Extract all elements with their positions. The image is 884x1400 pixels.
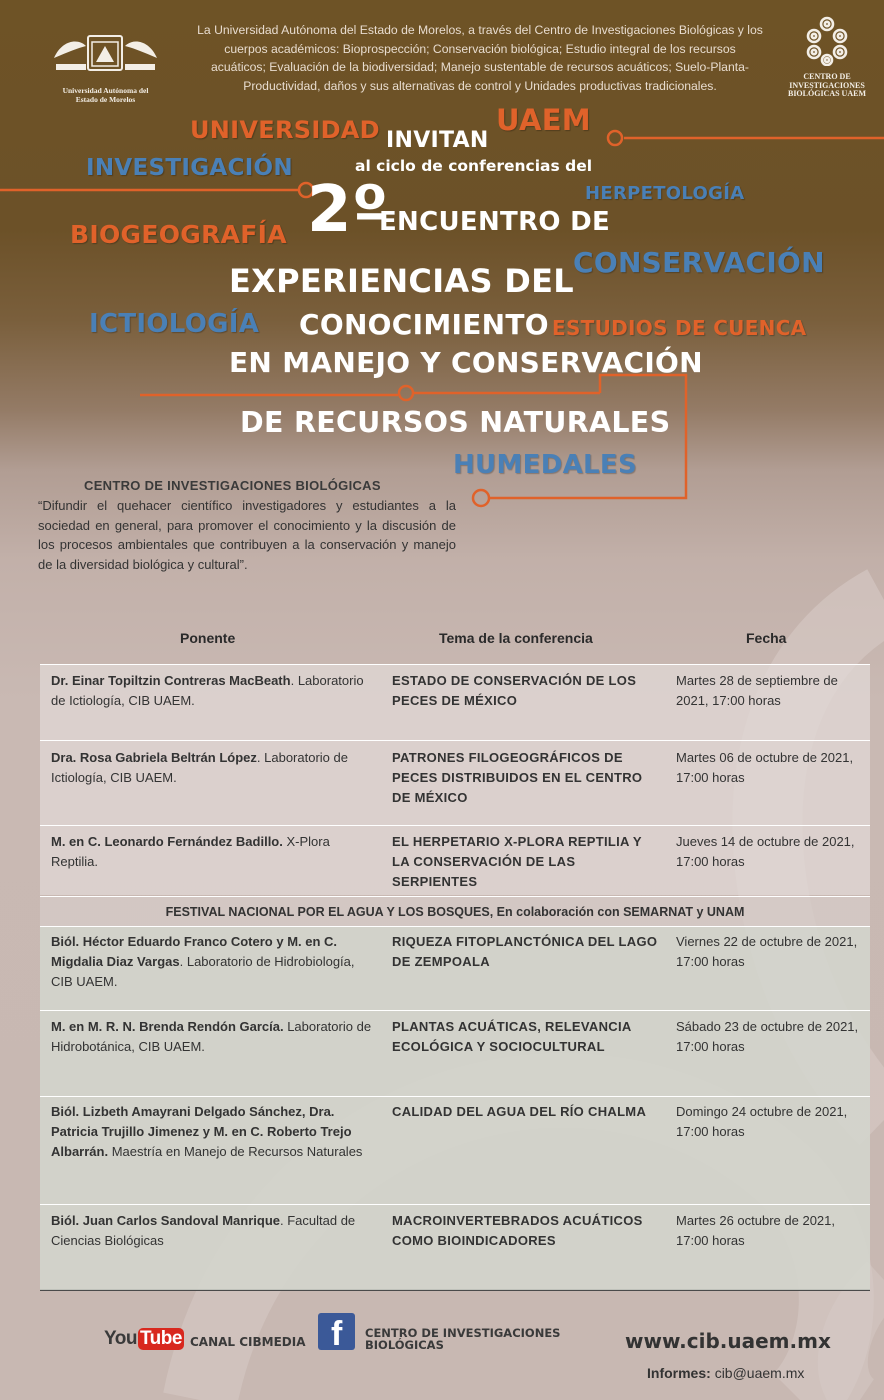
- facebook-page-name[interactable]: CENTRO DE INVESTIGACIONES BIOLÓGICAS: [365, 1326, 561, 1352]
- uaem-crest-icon: [48, 28, 163, 80]
- keyword-ictiologia: ICTIOLOGÍA: [89, 309, 260, 339]
- conference-date: Martes 28 de septiembre de 2021, 17:00 horas: [676, 673, 838, 708]
- speaker-affiliation: . Laboratorio de Hidrobiología, CIB UAEM.: [51, 954, 355, 989]
- youtube-logo-tube: Tube: [139, 1328, 182, 1349]
- table-row: [40, 926, 870, 1010]
- conference-topic: ESTADO DE CONSERVACIÓN DE LOS PECES DE MÉXICO: [392, 673, 637, 708]
- cib-heading: CENTRO DE INVESTIGACIONES BIOLÓGICAS: [84, 478, 381, 493]
- speaker-name: Biól. Héctor Eduardo Franco Cotero y M. en C. Migdalia Diaz Vargas: [51, 934, 338, 969]
- speaker-name: Biól. Lizbeth Amayrani Delgado Sánchez, Dra. Patricia Trujillo Jimenez y M. en C. Roberto Trejo Albarrán.: [51, 1104, 352, 1159]
- informes-email[interactable]: cib@uaem.mx: [714, 1365, 805, 1381]
- title-line-1: ENCUENTRO DE: [379, 207, 611, 237]
- speaker-affiliation: X-Plora Reptilia.: [51, 834, 330, 869]
- conference-date: Jueves 14 de octubre de 2021, 17:00 horas: [676, 834, 855, 869]
- speaker-name: Dra. Rosa Gabriela Beltrán López: [51, 750, 257, 765]
- conference-topic: EL HERPETARIO X-PLORA REPTILIA Y LA CONSERVACIÓN DE LAS SERPIENTES: [392, 834, 642, 889]
- keyword-universidad: UNIVERSIDAD: [190, 116, 380, 144]
- table-header-fecha: Fecha: [746, 630, 787, 646]
- youtube-logo-you: You: [104, 1328, 137, 1349]
- speaker-name: Biól. Juan Carlos Sandoval Manrique: [51, 1213, 280, 1228]
- title-line-3: CONOCIMIENTO: [299, 308, 549, 341]
- uaem-logo-text: Universidad Autónoma del Estado de Morelos: [62, 86, 149, 104]
- website-link[interactable]: www.cib.uaem.mx: [625, 1329, 831, 1353]
- cib-spiral-icon: [784, 14, 870, 66]
- keyword-herpetologia: HERPETOLOGÍA: [585, 183, 745, 204]
- title-line-4: EN MANEJO Y CONSERVACIÓN: [229, 346, 703, 379]
- speaker-name: M. en M. R. N. Brenda Rendón García.: [51, 1019, 284, 1034]
- informes-label: Informes:: [647, 1365, 711, 1381]
- title-number: 2º: [307, 173, 389, 247]
- festival-banner: FESTIVAL NACIONAL POR EL AGUA Y LOS BOSQUES, En colaboración con SEMARNAT y UNAM: [40, 896, 870, 926]
- table-row: [40, 825, 870, 895]
- conference-topic: PLANTAS ACUÁTICAS, RELEVANCIA ECOLÓGICA Y SOCIOCULTURAL: [392, 1019, 632, 1054]
- conference-topic: MACROINVERTEBRADOS ACUÁTICOS COMO BIOINDICADORES: [392, 1213, 643, 1248]
- speaker-name: Dr. Einar Topiltzin Contreras MacBeath: [51, 673, 291, 688]
- table-header-ponente: Ponente: [180, 630, 236, 646]
- speaker-affiliation: . Laboratorio de Ictiología, CIB UAEM.: [51, 673, 364, 708]
- keyword-biogeografia: BIOGEOGRAFÍA: [70, 220, 287, 249]
- youtube-channel-name: CANAL CIBMEDIA: [189, 1335, 306, 1349]
- facebook-icon[interactable]: f: [318, 1313, 355, 1350]
- speaker-name: M. en C. Leonardo Fernández Badillo.: [51, 834, 283, 849]
- keyword-estudios-de-cuenca: ESTUDIOS DE CUENCA: [552, 316, 807, 340]
- youtube-link[interactable]: [104, 1328, 306, 1350]
- table-row: [40, 740, 870, 825]
- conference-topic: RIQUEZA FITOPLANCTÓNICA DEL LAGO DE ZEMPOALA: [392, 934, 658, 969]
- speaker-affiliation: . Laboratorio de Ictiología, CIB UAEM.: [51, 750, 348, 785]
- conference-date: Martes 06 de octubre de 2021, 17:00 horas: [676, 750, 854, 785]
- table-header-tema: Tema de la conferencia: [439, 630, 593, 646]
- speaker-affiliation: Maestría en Manejo de Recursos Naturales: [108, 1144, 363, 1159]
- uaem-logo: [48, 28, 163, 104]
- table-row: [40, 1010, 870, 1096]
- table-row: [40, 664, 870, 740]
- title-line-5: DE RECURSOS NATURALES: [240, 406, 671, 439]
- keyword-investigacion: INVESTIGACIÓN: [86, 155, 293, 181]
- speaker-affiliation: . Facultad de Ciencias Biológicas: [51, 1213, 356, 1248]
- conference-topic: PATRONES FILOGEOGRÁFICOS DE PECES DISTRIBUIDOS EN EL CENTRO DE MÉXICO: [392, 750, 643, 805]
- conference-topic: CALIDAD DEL AGUA DEL RÍO CHALMA: [392, 1104, 647, 1119]
- cib-logo: [784, 14, 870, 104]
- intro-paragraph: La Universidad Autónoma del Estado de Morelos, a través del Centro de Investigaciones Biológicas y los cuerpos académicos: Bioprospección; Conservación biológica; Estudio integral de los recursos acuáticos; Evaluación de la biodiversidad; Manejo sustentable de recursos acuáticos; Suelo-Planta-Productividad, daños y sus alternativas de control y Unidades productivas tradicionales.: [197, 23, 763, 93]
- keyword-conservacion: CONSERVACIÓN: [573, 246, 825, 279]
- cib-logo-text: CENTRO DE INVESTIGACIONES BIOLÓGICAS UAEM: [787, 72, 866, 98]
- title-ciclo: al ciclo de conferencias del: [355, 157, 593, 175]
- conference-date: Domingo 24 octubre de 2021, 17:00 horas: [676, 1104, 848, 1139]
- conference-date: Viernes 22 de octubre de 2021, 17:00 horas: [676, 934, 858, 969]
- title-line-2: EXPERIENCIAS DEL: [229, 262, 574, 300]
- informes-line: [647, 1365, 804, 1381]
- cib-mission-quote: “Difundir el quehacer científico investigadores y estudiantes a la sociedad en general, para promover el conocimiento y la discusión de los procesos ambientales que contribuyen a la conservación y manejo de la diversidad biológica y cultural”.: [38, 498, 456, 572]
- conference-date: Martes 26 octubre de 2021, 17:00 horas: [676, 1213, 835, 1248]
- speaker-affiliation: Laboratorio de Hidrobotánica, CIB UAEM.: [51, 1019, 372, 1054]
- conference-date: Sábado 23 de octubre de 2021, 17:00 horas: [676, 1019, 859, 1054]
- table-row: [40, 1096, 870, 1204]
- title-invitan: INVITAN: [386, 128, 489, 153]
- keyword-uaem: UAEM: [496, 103, 591, 137]
- keyword-humedales: HUMEDALES: [453, 450, 637, 480]
- table-row: [40, 1204, 870, 1290]
